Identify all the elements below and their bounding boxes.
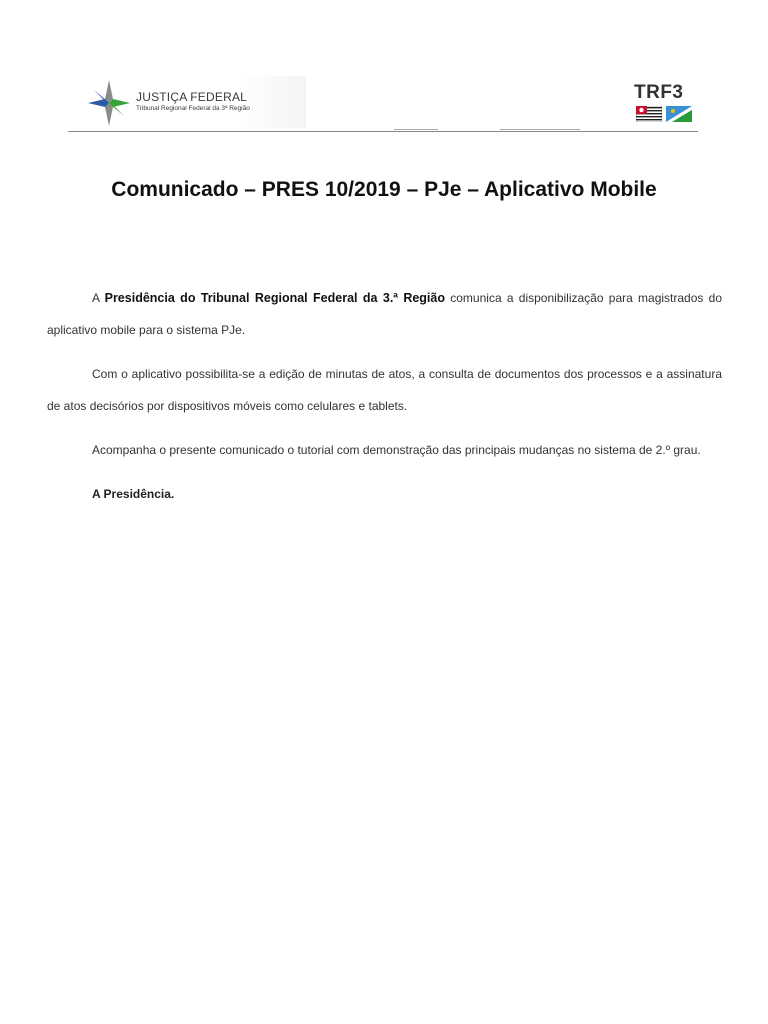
document-body: [47, 282, 722, 510]
paragraph-1: [47, 282, 722, 346]
justica-federal-logo: [82, 76, 306, 128]
logo-subtitle: Tribunal Regional Federal da 3ª Região: [136, 105, 250, 112]
paragraph-1-post: comunica a disponibilização para magistrados do aplicativo mobile para o sistema PJe.: [47, 291, 723, 337]
trf3-logo-text: TRF3: [634, 82, 684, 103]
header-rule: [68, 131, 698, 132]
paragraph-1-bold: Presidência do Tribunal Regional Federal da 3.ª Região: [104, 291, 445, 305]
signature: A Presidência.: [92, 487, 175, 501]
paragraph-3: Acompanha o presente comunicado o tutorial com demonstração das principais mudanças no sistema de 2.º grau.: [92, 443, 701, 457]
document-title: Comunicado – PRES 10/2019 – PJe – Aplicativo Mobile: [111, 178, 657, 201]
mato-grosso-do-sul-flag-icon: [666, 106, 692, 122]
paragraph-2: Com o aplicativo possibilita-se a edição de minutas de atos, a consulta de documentos dos processos e a assinatura de atos decisórios por dispositivos móveis como celulares e tablets.: [47, 367, 722, 413]
trf3-logo: [634, 84, 694, 124]
header-rule-accent: [394, 129, 438, 130]
logo-title: JUSTIÇA FEDERAL: [136, 90, 248, 104]
justica-federal-emblem-icon: [84, 78, 134, 128]
sao-paulo-flag-icon: [636, 106, 662, 122]
paragraph-1-pre: A: [92, 291, 105, 305]
header-rule-accent: [500, 129, 580, 130]
letterhead: [68, 72, 698, 134]
